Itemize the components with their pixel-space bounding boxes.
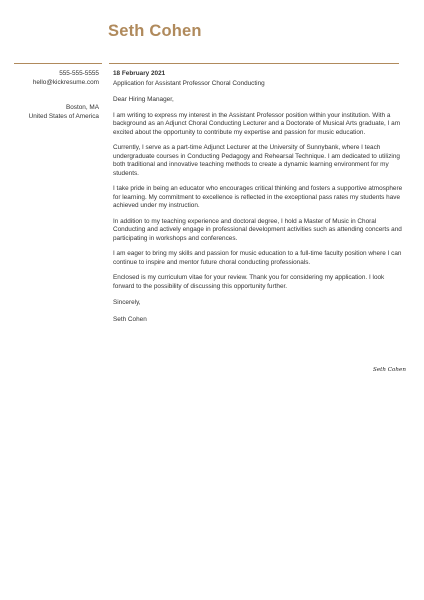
letter-paragraph: I am eager to bring my skills and passion for music education to a full-time faculty position where I can continue to inspire and mentor future choral conducting professionals. (113, 250, 402, 266)
contact-city: Boston, MA (65, 104, 99, 111)
letter-paragraph: In addition to my teaching experience and doctoral degree, I hold a Master of Music in Choral Conducting and actively engage in professional development activities such as attending concerts and participating in workshops and conferences. (113, 217, 402, 242)
letter-greeting: Dear Hiring Manager, (113, 96, 174, 103)
applicant-name: Seth Cohen (108, 22, 202, 40)
letter-date: 18 February 2021 (113, 70, 166, 77)
letter-paragraph: I am writing to express my interest in the Assistant Professor position within your institution. With a background as an Adjunct Choral Conducting Lecturer and a Doctorate of Musical Arts graduate, I am excited about the opportunity to contribute my expertise and passion for music education. (113, 111, 401, 136)
letter-body (113, 70, 405, 324)
letter-paragraph: Enclosed is my curriculum vitae for your review. Thank you for considering my application. I look forward to the possibility of discussing this opportunity further. (113, 274, 385, 290)
letter-paragraph: I take pride in being an educator who encourages critical thinking and fosters a supportive atmosphere for learning. My commitment to excellence is reflected in the exceptional pass rates my students have achieved under my instruction. (113, 185, 403, 209)
header-divider-left (14, 63, 102, 64)
header-divider-right (109, 63, 399, 64)
contact-phone: 555-555-5555 (59, 70, 99, 77)
letter-sender-name: Seth Cohen (113, 315, 147, 323)
letter-subject: Application for Assistant Professor Choral Conducting (113, 79, 265, 87)
letter-paragraph: Currently, I serve as a part-time Adjunct Lecturer at the University of Sunnybank, where I teach undergraduate courses in Conducting Pedagogy and Rehearsal Technique. I am dedicated to utilizing both traditional and innovative teaching methods to create a dynamic learning environment for my students. (113, 144, 400, 177)
letter-closing: Sincerely, (113, 299, 141, 306)
contact-country: United States of America (28, 113, 99, 120)
signature: Seth Cohen (373, 367, 406, 373)
contact-email: hello@kickresume.com (32, 79, 99, 86)
